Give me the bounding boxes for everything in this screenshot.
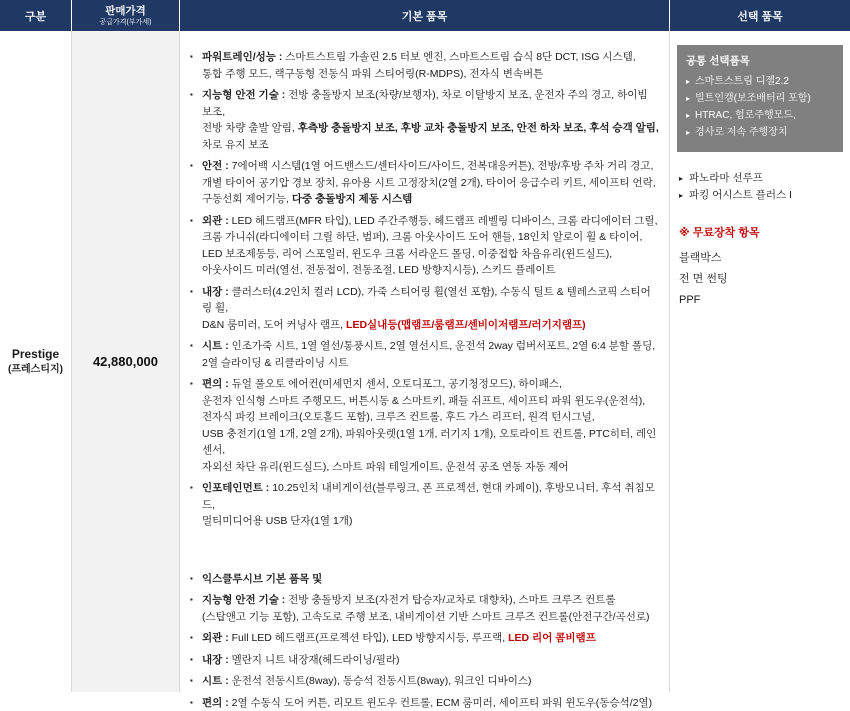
price-value: 42,880,000 (93, 354, 158, 369)
exclusive-item-text: (스탑앤고 기능 포함), 고속도로 주행 보조, 내비게이션 기반 스마트 크루즈 컨트롤(안전구간/곡선로) (202, 611, 650, 623)
basic-item (190, 87, 659, 153)
header-option-label: 선택 품목 (737, 8, 783, 24)
basic-item (190, 284, 659, 334)
free-install-item: 전 면 썬팅 (679, 269, 850, 290)
basic-item-text: LED실내등(맵램프/룸램프/센비이저램프/러기지램프) (346, 319, 586, 331)
exclusive-item-text: 2열 수동식 도어 커튼, 리모트 윈도우 컨트롤, ECM 룸미러, 세이프티 파워 윈도우(동승석/2열) (229, 697, 652, 709)
basic-item (190, 213, 659, 279)
free-install-title (679, 224, 850, 240)
basic-item-text: 클러스터(4.2인치 컬러 LCD), 가죽 스티어링 휠(열선 포함), 수동식 틸트 & 텔레스코픽 스티어링 휠, (202, 286, 651, 315)
common-option-subitem: ▸ 경사로 저속 주행장치 (686, 125, 834, 140)
exclusive-item (190, 630, 659, 647)
common-option-sublist (686, 108, 834, 140)
common-option-item: ▸ 빌트인캠(보조배터리 포함) (686, 91, 834, 106)
basic-item-text: 차로 유지 보조 (202, 139, 269, 151)
exclusive-item-text: 전방 충돌방지 보조(자전거 탑승자/교차로 대향차), 스마트 크루즈 컨트롤 (285, 594, 615, 606)
basic-item (190, 338, 659, 371)
basic-item-text: 운전자 인식형 스마트 주행모드, 버튼시동 & 스마트키, 패들 쉬프트, 세이프티 파워 윈도우(운전석), (202, 395, 645, 407)
basic-item-text: 크롬 가니쉬(라디에이터 그릴 하단, 범퍼), 크롬 아웃사이드 도어 핸들, 18인치 알로이 휠 & 타이어, (202, 231, 642, 243)
basic-item-text: 전자식 파킹 브레이크(오토홀드 포함), 크루즈 컨트롤, 후드 가스 리프터, 원격 턴시그널, (202, 411, 595, 423)
basic-item-text: 인조가죽 시트, 1열 열선/통풍시트, 2열 열선시트, 운전석 2way 럼버서포트, 2열 6:4 분할 폴딩, (229, 340, 656, 352)
exclusive-items-list (190, 571, 659, 711)
grade-name-kr: (프레스티지) (8, 362, 63, 377)
basic-item (190, 49, 659, 82)
exclusive-item-text: 운전석 전동시트(8way), 동승석 전동시트(8way), 워크인 디바이스) (229, 675, 532, 687)
basic-item-text: 10.25인치 내비게이션(블루링크, 폰 프로젝션, 현대 카페이), 후방모니터, 후석 취침모드, (202, 482, 655, 511)
basic-item-text: 듀얼 풀오토 에어컨(미세먼지 센서, 오토디포그, 공기청정모드), 하이패스, (229, 378, 562, 390)
header-price-title: 판매가격 (105, 5, 146, 17)
basic-item-text: D&N 룸미러, 도어 커닝사 램프, (202, 319, 346, 331)
basic-items-list (190, 49, 659, 530)
basic-item-text: 2열 슬라이딩 & 리클라이닝 시트 (202, 357, 348, 369)
basic-item-text: 개별 타이어 공기압 경보 장치, 유아용 시트 고정장치(2열 2개), 타이어 응급수리 키트, 세이프티 언락, (202, 177, 656, 189)
exclusive-heading (190, 571, 659, 588)
free-install-label: 무료장착 항목 (693, 227, 760, 239)
basic-item-label: 외관 : (202, 215, 229, 227)
exclusive-item-label: 외관 : (202, 632, 229, 644)
free-install-list (679, 248, 850, 311)
basic-item-label: 인포테인먼트 : (202, 482, 269, 494)
exclusive-item-label: 지능형 안전 기술 : (202, 594, 285, 606)
basic-item-text: 스마트스트림 가솔린 2.5 터보 엔진, 스마트스트림 습식 8단 DCT, ISG 시스템, (282, 51, 635, 63)
exclusive-heading-text: 익스클루시브 기본 품목 및 (202, 573, 322, 585)
price-cell (72, 31, 180, 692)
table-header (0, 0, 850, 31)
common-option-title: 공통 선택품목 (686, 53, 834, 68)
common-option-subitem: ▸ HTRAC, 험로주행모드, (686, 108, 834, 123)
common-option-box (677, 45, 843, 152)
standalone-option-list (679, 170, 850, 204)
grade-name (8, 347, 63, 377)
grade-name-en: Prestige (8, 347, 63, 362)
option-items-cell (670, 31, 850, 692)
basic-item-label: 시트 : (202, 340, 229, 352)
basic-item-text: USB 충전기(1열 1개, 2열 2개), 파워아웃렛(1열 1개, 러기지 1개), 오토라이트 컨트롤, PTC히터, 레인센서, (202, 428, 656, 457)
header-gubun (0, 0, 72, 31)
exclusive-item-text: Full LED 헤드램프(프로젝션 타입), LED 방향지시등, 루프랙, (229, 632, 508, 644)
header-basic-items (180, 0, 670, 31)
basic-item-text: 전방 충돌방지 보조(차량/보행자), 차로 이탈방지 보조, 운전자 주의 경고, 하이빔 보조, (202, 89, 648, 118)
exclusive-item-label: 편의 : (202, 697, 229, 709)
basic-item-label: 파워트레인/성능 : (202, 51, 282, 63)
basic-item-text: 후측방 충돌방지 보조, 후방 교차 충돌방지 보조, 안전 하차 보조, 후석 승객 알림, (298, 122, 659, 134)
table-body (0, 31, 850, 692)
basic-item-text: 자외선 차단 유리(윈드실드), 스마트 파워 테일게이트, 운전석 공조 연동 자동 제어 (202, 461, 569, 473)
free-install-item: PPF (679, 290, 850, 311)
basic-item-label: 편의 : (202, 378, 229, 390)
basic-item (190, 376, 659, 475)
basic-item-text: 아웃사이드 미러(열선, 전동접이, 전동조절, LED 방향지시등), 스키드 플레이트 (202, 264, 556, 276)
header-price (72, 0, 180, 31)
basic-item-text: LED 헤드램프(MFR 타입), LED 주간주행등, 헤드램프 레벨링 디바이스, 크롬 라디에이터 그릴, (229, 215, 658, 227)
basic-item (190, 480, 659, 530)
common-option-item: ▸ 스마트스트림 디젤2.2 (686, 74, 834, 89)
grade-cell (0, 31, 72, 692)
header-gubun-label: 구분 (25, 8, 46, 24)
basic-items-cell (180, 31, 670, 692)
basic-item-text: 전방 차량 출발 알림, (202, 122, 298, 134)
basic-item-label: 지능형 안전 기술 : (202, 89, 285, 101)
asterisk-icon: ※ (679, 227, 690, 239)
basic-item-text: 멀티미디어용 USB 단자(1열 1개) (202, 515, 352, 527)
basic-item-text: 다중 충돌방지 제동 시스템 (292, 193, 412, 205)
exclusive-item (190, 673, 659, 690)
free-install-item: 블랙박스 (679, 248, 850, 269)
basic-item-label: 내장 : (202, 286, 229, 298)
exclusive-item (190, 592, 659, 625)
basic-item-label: 안전 : (202, 160, 229, 172)
exclusive-item-label: 시트 : (202, 675, 229, 687)
standalone-option-item: ▸ 파킹 어시스트 플러스 I (679, 187, 850, 204)
exclusive-item-text: LED 리어 콤비램프 (508, 632, 596, 644)
basic-item-text: LED 보조제동등, 리어 스포일러, 윈도우 크롬 서라운드 몰딩, 이중접합 차음유리(윈드실드), (202, 248, 612, 260)
exclusive-item (190, 652, 659, 669)
basic-item-text: 구동선회 제어기능, (202, 193, 292, 205)
standalone-option-item: ▸ 파노라마 선루프 (679, 170, 850, 187)
exclusive-item-label: 내장 : (202, 654, 229, 666)
section-spacer (190, 535, 659, 571)
header-basic-label: 기본 품목 (402, 8, 448, 24)
exclusive-item (190, 695, 659, 711)
exclusive-item-text: 멜란지 니트 내장재(헤드라이닝/필라) (229, 654, 400, 666)
header-price-sub: 공급가격(부가세) (100, 18, 152, 27)
basic-item-text: 7에어백 시스템(1열 어드밴스드/센터사이드/사이드, 전복대응커튼), 전방/후방 주차 거리 경고, (229, 160, 654, 172)
basic-item-text: 통합 주행 모드, 랙구동형 전동식 파워 스티어링(R-MDPS), 전자식 변속버튼 (202, 68, 543, 80)
common-option-list (686, 74, 834, 106)
header-option-items (670, 0, 850, 31)
basic-item (190, 158, 659, 208)
